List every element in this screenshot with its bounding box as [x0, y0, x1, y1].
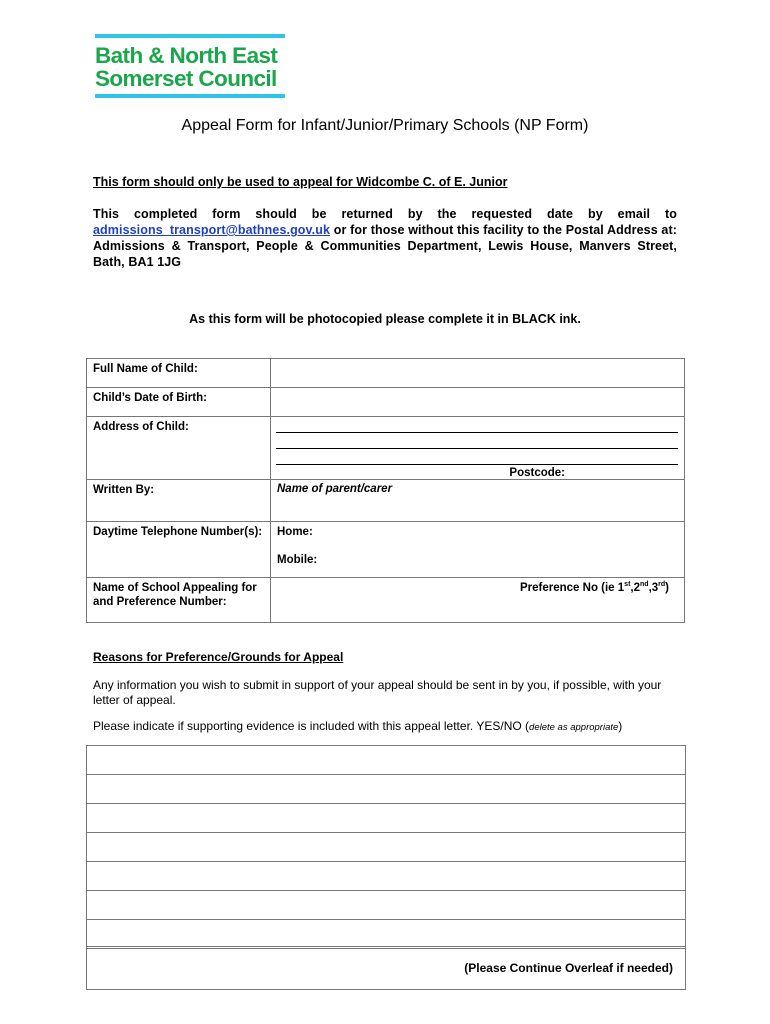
written-by-label: Written By: — [87, 480, 271, 522]
school-label: Name of School Appealing for and Preference Number: — [87, 578, 271, 623]
logo-bottom-bar — [95, 94, 285, 98]
home-phone-label: Home: — [277, 526, 313, 538]
writing-line[interactable] — [87, 804, 685, 833]
school-field[interactable] — [271, 578, 685, 623]
writing-line[interactable] — [87, 833, 685, 862]
child-dob-field[interactable] — [271, 388, 685, 417]
child-address-field[interactable] — [271, 417, 685, 480]
writing-line[interactable] — [87, 862, 685, 891]
writing-line[interactable] — [87, 920, 685, 949]
writing-line[interactable] — [87, 891, 685, 920]
written-by-field[interactable] — [271, 480, 685, 522]
ink-note: As this form will be photocopied please complete it in BLACK ink. — [189, 312, 581, 326]
address-line[interactable] — [276, 449, 678, 465]
reasons-heading: Reasons for Preference/Grounds for Appeal — [93, 650, 344, 664]
instructions-part-1: This completed form should be returned by the requested date by email to — [93, 207, 677, 221]
logo-line-2: Somerset Council — [95, 66, 277, 91]
written-by-hint: Name of parent/carer — [277, 483, 393, 495]
school-notice: This form should only be used to appeal for Widcombe C. of E. Junior — [93, 175, 508, 189]
return-instructions — [93, 206, 677, 270]
mobile-phone-label: Mobile: — [277, 554, 318, 566]
writing-line[interactable] — [87, 746, 685, 775]
child-details-table — [86, 358, 685, 623]
form-title: Appeal Form for Infant/Junior/Primary Schools (NP Form) — [181, 117, 589, 134]
telephone-label: Daytime Telephone Number(s): — [87, 522, 271, 578]
continue-note: (Please Continue Overleaf if needed) — [464, 961, 673, 975]
child-address-label: Address of Child: — [87, 417, 271, 480]
child-dob-label: Child’s Date of Birth: — [87, 388, 271, 417]
reasons-info: Any information you wish to submit in support of your appeal should be sent in by you, if possible, with your letter of appeal. — [93, 678, 662, 707]
email-link[interactable]: admissions_transport@bathnes.gov.uk — [93, 223, 331, 237]
instructions-part-2: or for those without this facility to the Postal Address at: Admissions & Transport, People & Communities Department, Lewis House, Manvers Street, Bath, BA1 1JG — [93, 223, 677, 269]
evidence-question: Please indicate if supporting evidence is included with this appeal letter. YES/NO (delete as appropriate) — [93, 719, 623, 733]
council-logo — [95, 34, 285, 98]
child-name-field[interactable] — [271, 359, 685, 388]
writing-line[interactable] — [87, 775, 685, 804]
reasons-writing-area[interactable] — [86, 745, 686, 949]
preference-number-label: Preference No (ie 1st,2nd,3rd) — [519, 581, 669, 594]
address-line[interactable] — [276, 417, 678, 433]
telephone-field[interactable] — [271, 522, 685, 578]
logo-line-1: Bath & North East — [95, 43, 278, 68]
postcode-label: Postcode: — [509, 467, 565, 479]
child-name-label: Full Name of Child: — [87, 359, 271, 388]
address-line[interactable] — [276, 433, 678, 449]
writing-line-last[interactable] — [86, 946, 686, 990]
logo-text — [95, 38, 285, 94]
